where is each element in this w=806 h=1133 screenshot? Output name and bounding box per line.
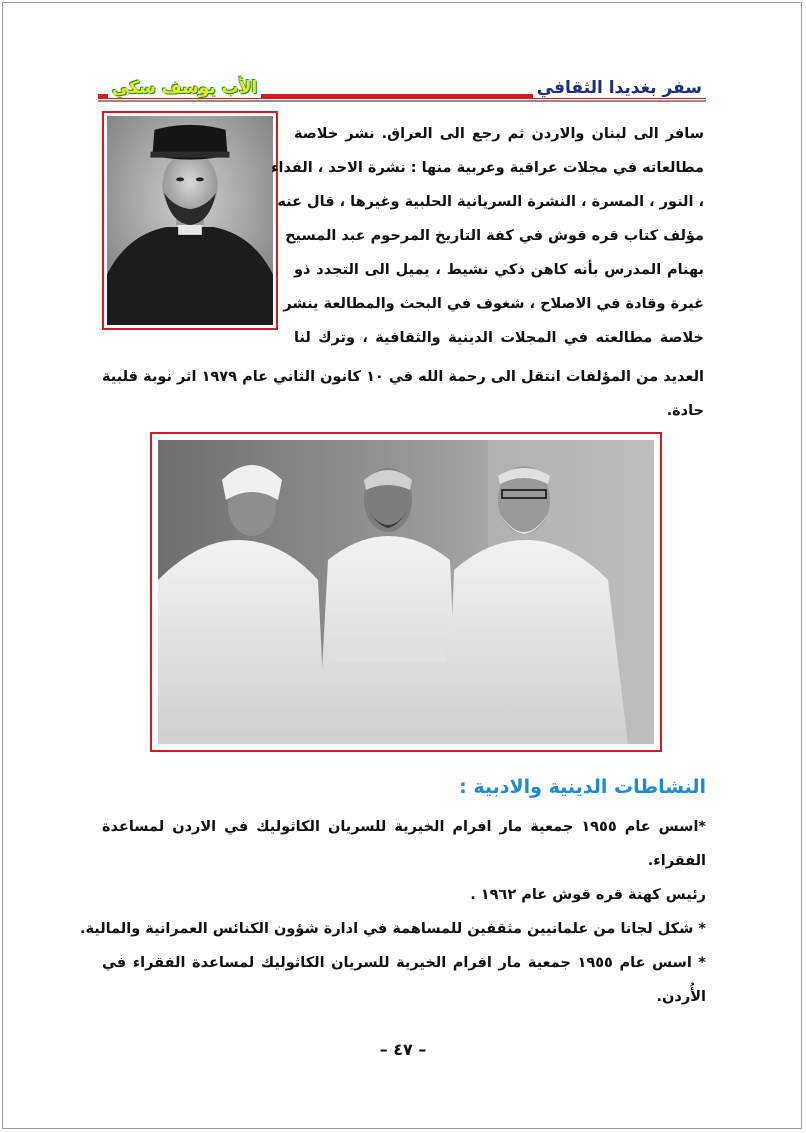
text-line: مؤلف كتاب قره قوش في كفة التاريخ المرحوم عبد المسيح [285,228,704,244]
text-line: ، النور ، المسرة ، النشرة السريانية الحلبية وغيرها ، قال عنه [277,194,704,210]
group-photo [150,432,662,752]
biography-text [271,117,704,355]
group-image [158,440,654,744]
header-rule-grey [98,100,706,102]
activities-list [79,810,706,1014]
list-item: الأُردن. [656,989,706,1005]
text-line: حادة. [666,403,704,419]
list-item: الفقراء. [647,853,706,869]
portrait-image [107,116,273,325]
author-name: الأب يوسف سكي [108,78,261,98]
text-line: بهنام المدرس بأنه كاهن ذكي نشيط ، يميل الى التجدد ذو [294,262,704,278]
list-item: رئيس كهنة قره قوش عام ١٩٦٢ . [470,887,706,903]
text-line: خلاصة مطالعته في المجلات الدينية والثقافية ، وترك لنا [294,330,704,346]
list-item: *اسس عام ١٩٥٥ جمعية مار افرام الخيرية للسريان الكاثوليك في الاردن لمساعدة [102,819,706,835]
text-line: غيرة وقادة في الاصلاح ، شغوف في البحث والمطالعة ينشر [283,296,704,312]
text-line: العديد من المؤلفات انتقل الى رحمة الله في ١٠ كانون الثاني عام ١٩٧٩ اثر نوبة قلبية [102,369,704,385]
text-line: مطالعاته في مجلات عراقية وعربية منها : نشرة الاحد ، الفداء [271,160,704,176]
page-number: – ٤٧ – [379,1040,427,1059]
list-item: * اسس عام ١٩٥٥ جمعية مار افرام الخيرية للسريان الكاثوليك لمساعدة الفقراء في [102,955,706,971]
book-title: سفر بغديدا الثقافي [533,78,706,98]
biography-continuation [102,360,704,428]
portrait-photo [102,111,278,330]
text-line: سافر الى لبنان والاردن ثم رجع الى العراق. نشر خلاصة [294,126,704,142]
section-heading: النشاطات الدينية والادبية : [459,776,706,798]
list-item: * شكل لجانا من علمانيين مثقفين للمساهمة في ادارة شؤون الكنائس العمرانية والمالية. [79,921,706,937]
